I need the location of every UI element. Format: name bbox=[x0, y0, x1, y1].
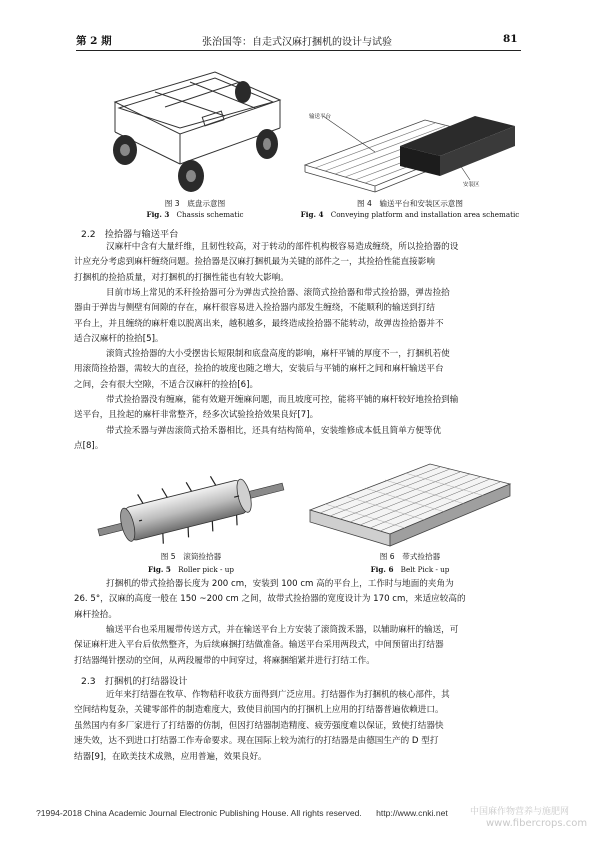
paragraph-5: 带式捡禾器与弹齿滚筒式拾禾器相比，还具有结构简单，安装维修成本低且简单方便等优 点[8]。 bbox=[74, 426, 442, 452]
section-heading-2-3: 2.3 打捆机的打结器设计 bbox=[81, 676, 188, 687]
paragraph-8: 近年来打结器在牧草、作物秸秆收获方面得到广泛应用。打结器作为打捆机的核心部件，其 空间结构复杂，关键零部件的制造难度大，致使目前国内的打捆机上应用的打结器普遍依赖进口。 虽然国内有多厂家进行了打结器的仿制，但因打结器制造精度、疲劳强度难以保证，致使打结器快 速失效，达不到进口打结器工作寿命要求。现在国际上较为流行的打结器是由德国生产的 D 型打 结器[9]，在欧美技术成熟，应用普遍，效果良好。 bbox=[74, 690, 450, 762]
running-title: 张治国等：自走式汉麻打捆机的设计与试验 bbox=[202, 37, 392, 48]
figure-3-caption-cn: 图 3 底盘示意图 bbox=[164, 199, 226, 208]
figure-6-caption-en: Fig. 6 Belt Pick - up bbox=[370, 565, 450, 574]
watermark-cn: 中国麻作物营养与施肥网 bbox=[470, 807, 570, 817]
figure-6-caption-cn: 图 6 带式捡拾器 bbox=[379, 552, 441, 561]
belt-drawing bbox=[310, 462, 510, 546]
label-install-area: 安装区 bbox=[463, 182, 480, 188]
paragraph-7: 输送平台也采用履带传送方式，并在输送平台上方安装了滚筒拨禾器，以辅助麻杆的输送，可 保证麻杆进入平台后依然整齐，为后续麻捆打结做准备。输送平台采用两段式，中间预留出打结器 打结器绳针摆动的空间，从两段履带的中间穿过，将麻捆缩紧并进行打结工作。 bbox=[74, 625, 459, 666]
copyright-footer: ?1994-2018 China Academic Journal Electronic Publishing House. All rights reserved. http://www.cnki.net bbox=[36, 808, 448, 818]
figure-5-caption-cn: 图 5 滚筒捡拾器 bbox=[160, 552, 222, 561]
figure-5-caption-en: Fig. 5 Roller pick - up bbox=[148, 565, 234, 574]
platform-drawing bbox=[305, 110, 515, 192]
paragraph-2: 目前市场上常见的禾秆捡拾器可分为弹齿式捡拾器、滚筒式捡拾器和带式捡拾器，弹齿捡拾 器由于弹齿与侧壁有间隙的存在，麻杆很容易进入捡拾器内部发生缠绕，不能顺利的输送到打结 平台上，并且缠绕的麻杆难以脱离出来，越积越多，最终造成捡拾器不能转动，故弹齿捡拾器并不 适合汉麻杆的捡拾[5]。 bbox=[74, 288, 450, 345]
roller-drawing bbox=[96, 470, 286, 546]
figure-3-caption-en: Fig. 3 Chassis schematic bbox=[146, 210, 244, 219]
paragraph-3: 滚筒式捡拾器的大小受摆齿长短限制和底盘高度的影响，麻杆平铺的厚度不一，打捆机若使 用滚筒捡拾器，需较大的直径，捡拾的坡度也随之增大，安装后与平铺的麻杆之间和麻杆输送平台 之间，会有很大空隙，不适合汉麻杆的捡拾[6]。 bbox=[74, 349, 450, 390]
paragraph-4: 带式捡拾器没有缠麻，能有效避开缠麻问题，而且坡度可控，能将平铺的麻杆较好地捡拾到输 送平台，且捡起的麻杆非常整齐，经多次试验捡拾效果良好[7]。 bbox=[74, 395, 459, 421]
figure-4-caption-en: Fig. 4 Conveying platform and installation area schematic bbox=[300, 210, 520, 219]
header-rule bbox=[76, 50, 521, 51]
figure-5-roller bbox=[96, 470, 286, 546]
label-conveying-platform: 输送平台 bbox=[309, 114, 332, 120]
watermark-url: www.fibercrops.com bbox=[486, 818, 588, 829]
paragraph-1: 汉麻杆中含有大量纤维，且韧性较高，对于转动的部件机构极容易造成缠绕，所以捡拾器的设 计应充分考虑到麻杆缠绕问题。捡拾器是汉麻打捆机最为关键的部件之一，其捡拾性能直接影响 打捆机的捡拾质量，对打捆机的打捆性能也有较大影响。 bbox=[74, 242, 459, 283]
figure-3-chassis bbox=[95, 62, 295, 194]
section-heading-2-2: 2.2 捡拾器与输送平台 bbox=[81, 229, 179, 240]
paragraph-6: 打捆机的带式捡拾器长度为 200 cm，安装到 100 cm 高的平台上，工作时与地面的夹角为 26. 5°，汉麻的高度一般在 150 ~200 cm 之间，故带式捡拾器的宽度设计为 170 cm，来适应较高的 麻杆捡拾。 bbox=[74, 579, 466, 620]
journal-issue: 第 2 期 bbox=[76, 35, 112, 47]
figure-4-platform bbox=[305, 110, 515, 192]
chassis-drawing bbox=[95, 62, 295, 194]
figure-4-caption-cn: 图 4 输送平台和安装区示意图 bbox=[357, 199, 463, 208]
page-number: 81 bbox=[503, 33, 518, 45]
figure-6-belt bbox=[310, 462, 510, 546]
